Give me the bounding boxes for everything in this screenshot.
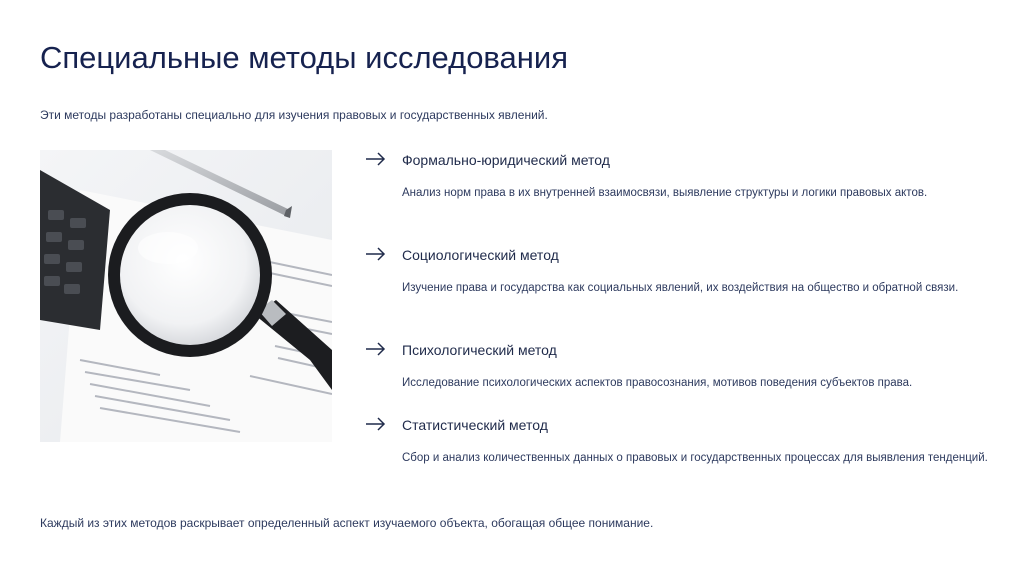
page-title: Специальные методы исследования (40, 40, 569, 75)
magnifying-glass-document-icon (40, 150, 332, 442)
arrow-right-icon (366, 152, 386, 166)
method-description: Изучение права и государства как социальных явлений, их воздействия на общество и обратной связи. (402, 282, 959, 294)
arrow-right-icon (366, 342, 386, 356)
summary-text: Каждый из этих методов раскрывает определенный аспект изучаемого объекта, обогащая общее понимание. (40, 516, 654, 530)
page-subtitle: Эти методы разработаны специально для изучения правовых и государственных явлений. (40, 108, 548, 122)
magnifying-glass-photo (40, 150, 332, 442)
arrow-right-icon (366, 247, 386, 261)
method-description: Сбор и анализ количественных данных о правовых и государственных процессах для выявления тенденций. (402, 452, 988, 464)
arrow-right-icon (366, 417, 386, 431)
method-name: Психологический метод (402, 342, 557, 358)
method-name: Статистический метод (402, 417, 548, 433)
method-name: Формально-юридический метод (402, 152, 610, 168)
method-name: Социологический метод (402, 247, 559, 263)
method-description: Анализ норм права в их внутренней взаимосвязи, выявление структуры и логики правовых актов. (402, 187, 928, 199)
method-description: Исследование психологических аспектов правосознания, мотивов поведения субъектов права. (402, 377, 913, 389)
